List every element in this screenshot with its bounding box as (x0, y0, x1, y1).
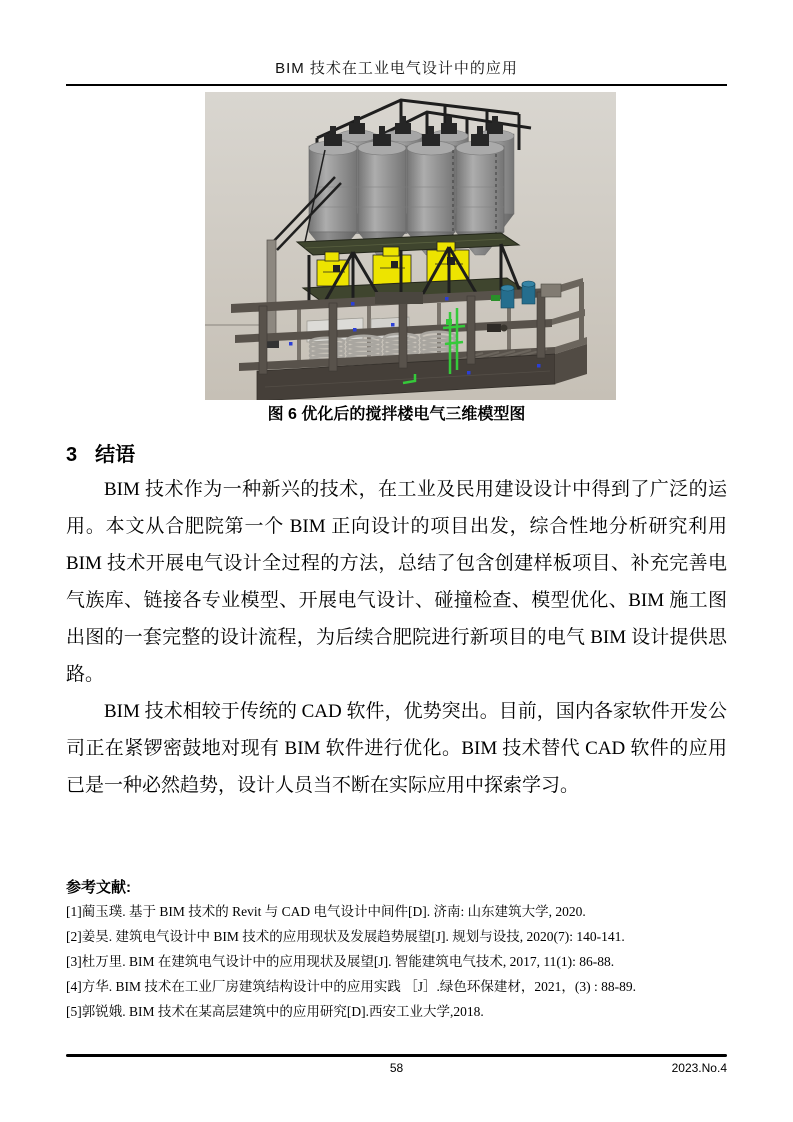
page-header-title: BIM 技术在工业电气设计中的应用 (275, 60, 518, 77)
bim-3d-model-figure (205, 92, 616, 400)
section-heading (66, 438, 135, 467)
header-rule (66, 84, 727, 86)
figure-caption: 图 6 优化后的搅拌楼电气三维模型图 (267, 406, 526, 423)
body-paragraph: BIM 技术作为一种新兴的技术，在工业及民用建设设计中得到了广泛的运用。本文从合肥院第一个 BIM 正向设计的项目出发，综合性地分析研究利用 BIM 技术开展电气设计全过程的方法，总结了包含创建样板项目、补充完善电气族库、链接各专业模型、开展电气设计、碰撞检查、模型优化、BIM 施工图出图的一套完整的设计流程，为后续合肥院进行新项目的电气 BIM 设计提供思路。 (66, 479, 727, 685)
reference-item: [2]姜昊. 建筑电气设计中 BIM 技术的应用现状及发展趋势展望[J]. 规划与设技, 2020(7): 140-141. (66, 929, 625, 944)
reference-item: [3]杜万里. BIM 在建筑电气设计中的应用现状及展望[J]. 智能建筑电气技术, 2017, 11(1): 86-88. (66, 954, 615, 969)
body-paragraph: BIM 技术相较于传统的 CAD 软件，优势突出。目前，国内各家软件开发公司正在紧锣密鼓地对现有 BIM 软件进行优化。BIM 技术替代 CAD 软件的应用已是一种必然趋势，设计人员当不断在实际应用中探索学习。 (66, 701, 727, 796)
section-number: 3 (66, 444, 78, 466)
body-text (66, 471, 727, 804)
reference-item: [1]蔺玉璞. 基于 BIM 技术的 Revit 与 CAD 电气设计中间件[D]. 济南: 山东建筑大学, 2020. (66, 904, 586, 919)
references-list (66, 899, 731, 1024)
references-heading: 参考文献: (66, 879, 131, 896)
footer-rule (66, 1054, 727, 1057)
page-number: 58 (389, 1061, 404, 1075)
figure-image (205, 92, 616, 400)
reference-item: [4]方华. BIM 技术在工业厂房建筑结构设计中的应用实践 ［J］.绿色环保建材，2021，(3) : 88-89. (66, 979, 636, 994)
issue-number: 2023.No.4 (671, 1061, 727, 1075)
reference-item: [5]郭锐娥. BIM 技术在某高层建筑中的应用研究[D].西安工业大学,2018. (66, 1004, 484, 1019)
section-title: 结语 (95, 444, 136, 466)
page-footer (66, 1061, 727, 1077)
